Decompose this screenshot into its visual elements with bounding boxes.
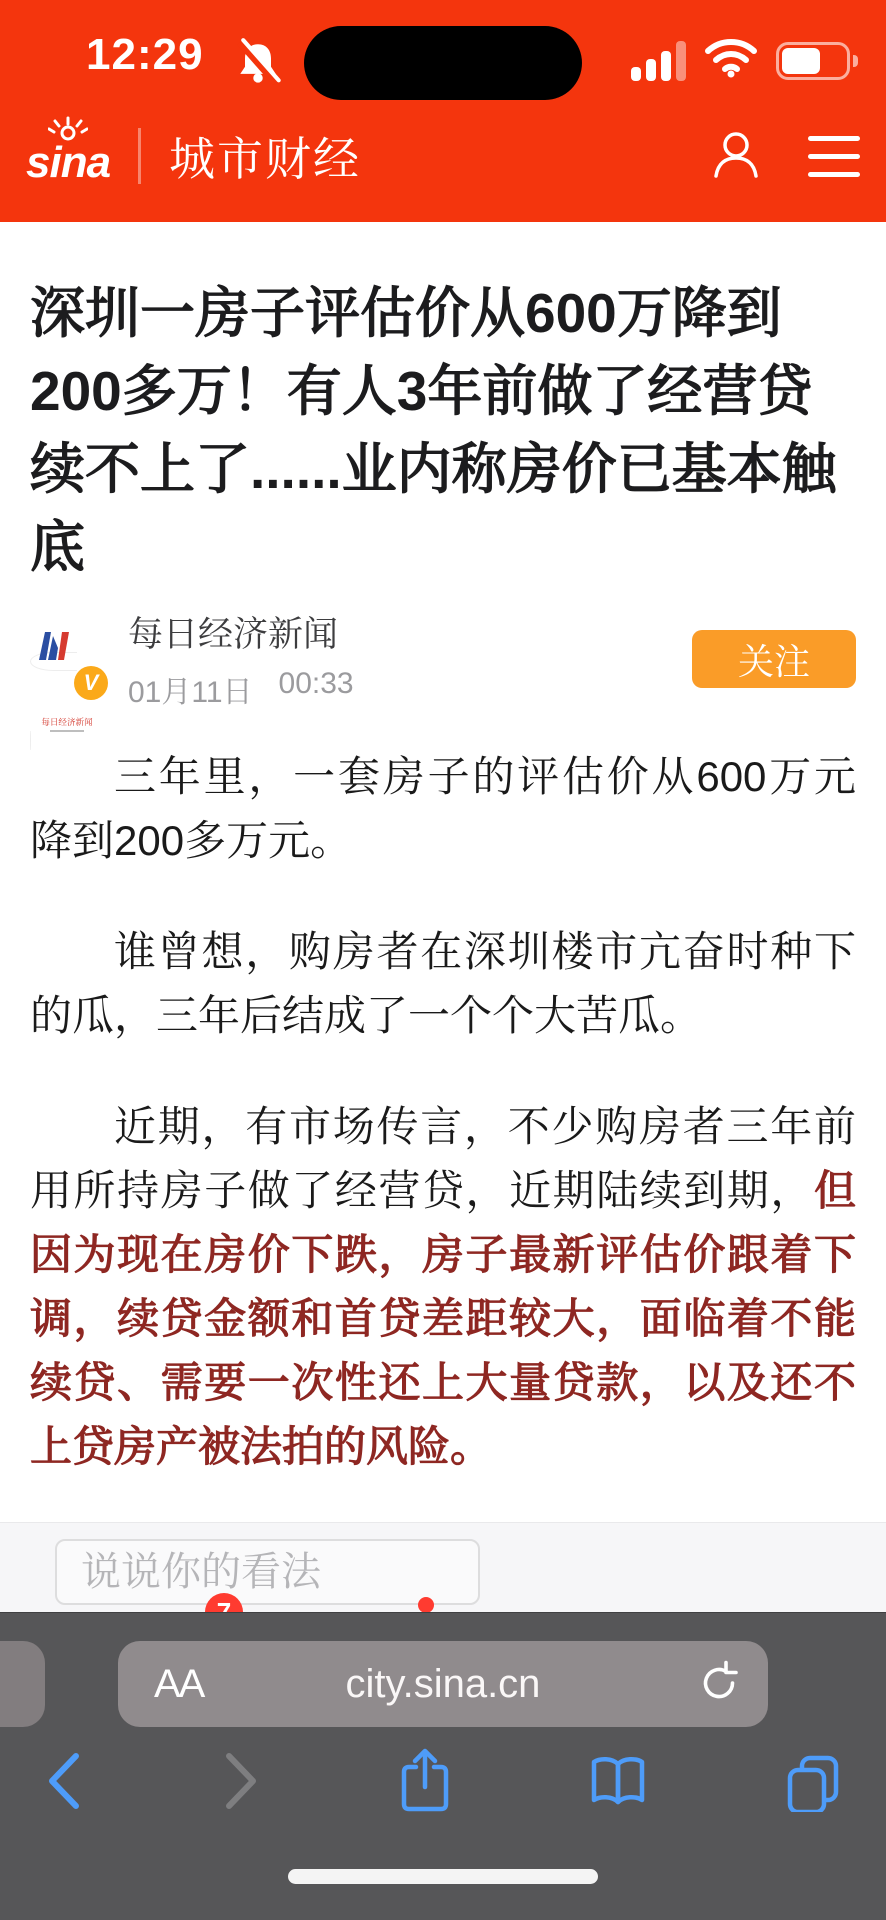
reader-options-button[interactable]: AA bbox=[154, 1661, 204, 1706]
sina-eye-icon bbox=[48, 116, 88, 142]
author-name[interactable]: 每日经济新闻 bbox=[128, 615, 339, 654]
safari-bottom-bar bbox=[0, 1612, 886, 1920]
notifications-muted-icon bbox=[232, 36, 284, 93]
home-indicator[interactable] bbox=[288, 1869, 598, 1884]
nav-bar bbox=[0, 100, 886, 212]
previous-tab-edge[interactable] bbox=[0, 1641, 45, 1727]
cellular-signal-icon bbox=[631, 41, 686, 81]
article bbox=[0, 222, 886, 1654]
forward-icon[interactable] bbox=[219, 1750, 263, 1815]
publish-date: 01月11日 bbox=[128, 676, 253, 709]
app-header bbox=[0, 0, 886, 222]
sina-wordmark: sina bbox=[26, 138, 111, 187]
safari-toolbar bbox=[0, 1746, 886, 1818]
url-bar[interactable] bbox=[118, 1641, 768, 1727]
url-text: city.sina.cn bbox=[345, 1661, 541, 1706]
author-row bbox=[30, 615, 856, 727]
publish-time: 00:33 bbox=[278, 667, 354, 700]
publish-datetime bbox=[128, 667, 354, 711]
channel-title: 城市财经 bbox=[169, 133, 362, 185]
refresh-icon[interactable] bbox=[696, 1660, 742, 1709]
comment-input[interactable] bbox=[55, 1539, 480, 1605]
share-icon[interactable] bbox=[396, 1745, 454, 1820]
author-avatar[interactable] bbox=[30, 622, 104, 727]
paragraph-normal-text: 近期，有市场传言，不少购房者三年前用所持房子做了经营贷，近期陆续到期， bbox=[30, 1103, 856, 1214]
menu-icon[interactable] bbox=[808, 136, 860, 177]
bookmarks-icon[interactable] bbox=[587, 1750, 649, 1815]
article-paragraph: 三年里，一套房子的评估价从600万元降到200多万元。 bbox=[30, 753, 856, 864]
verified-badge-icon: V bbox=[74, 666, 108, 700]
like-icon[interactable] bbox=[418, 1597, 434, 1613]
nav-separator bbox=[138, 128, 141, 184]
article-title: 深圳一房子评估价从600万降到200多万！有人3年前做了经营贷续不上了......业内称房价已基本触底 bbox=[30, 282, 837, 578]
back-icon[interactable] bbox=[42, 1750, 86, 1815]
paragraph-highlight-text: 但因为现在房价下跌，房子最新评估价跟着下调，续贷金额和首贷差距较大，面临着不能续贷、需要一次性还上大量贷款，以及还不上贷房产被法拍的风险。 bbox=[30, 1167, 856, 1470]
article-body bbox=[30, 745, 856, 1654]
article-paragraph: 谁曾想，购房者在深圳楼市亢奋时种下的瓜，三年后结成了一个个大苦瓜。 bbox=[30, 928, 856, 1039]
wifi-icon bbox=[704, 38, 758, 83]
status-bar bbox=[0, 0, 886, 100]
avatar-caption: 每日经济新闻 bbox=[41, 717, 93, 727]
tabs-icon[interactable] bbox=[782, 1750, 844, 1815]
status-time: 12:29 bbox=[86, 30, 204, 79]
battery-icon bbox=[776, 42, 850, 80]
profile-icon[interactable] bbox=[708, 126, 764, 187]
dynamic-island bbox=[304, 26, 582, 100]
article-paragraph bbox=[30, 1095, 856, 1479]
comment-section bbox=[0, 1522, 886, 1612]
follow-button[interactable]: 关注 bbox=[692, 630, 856, 688]
sina-logo[interactable] bbox=[26, 124, 110, 188]
